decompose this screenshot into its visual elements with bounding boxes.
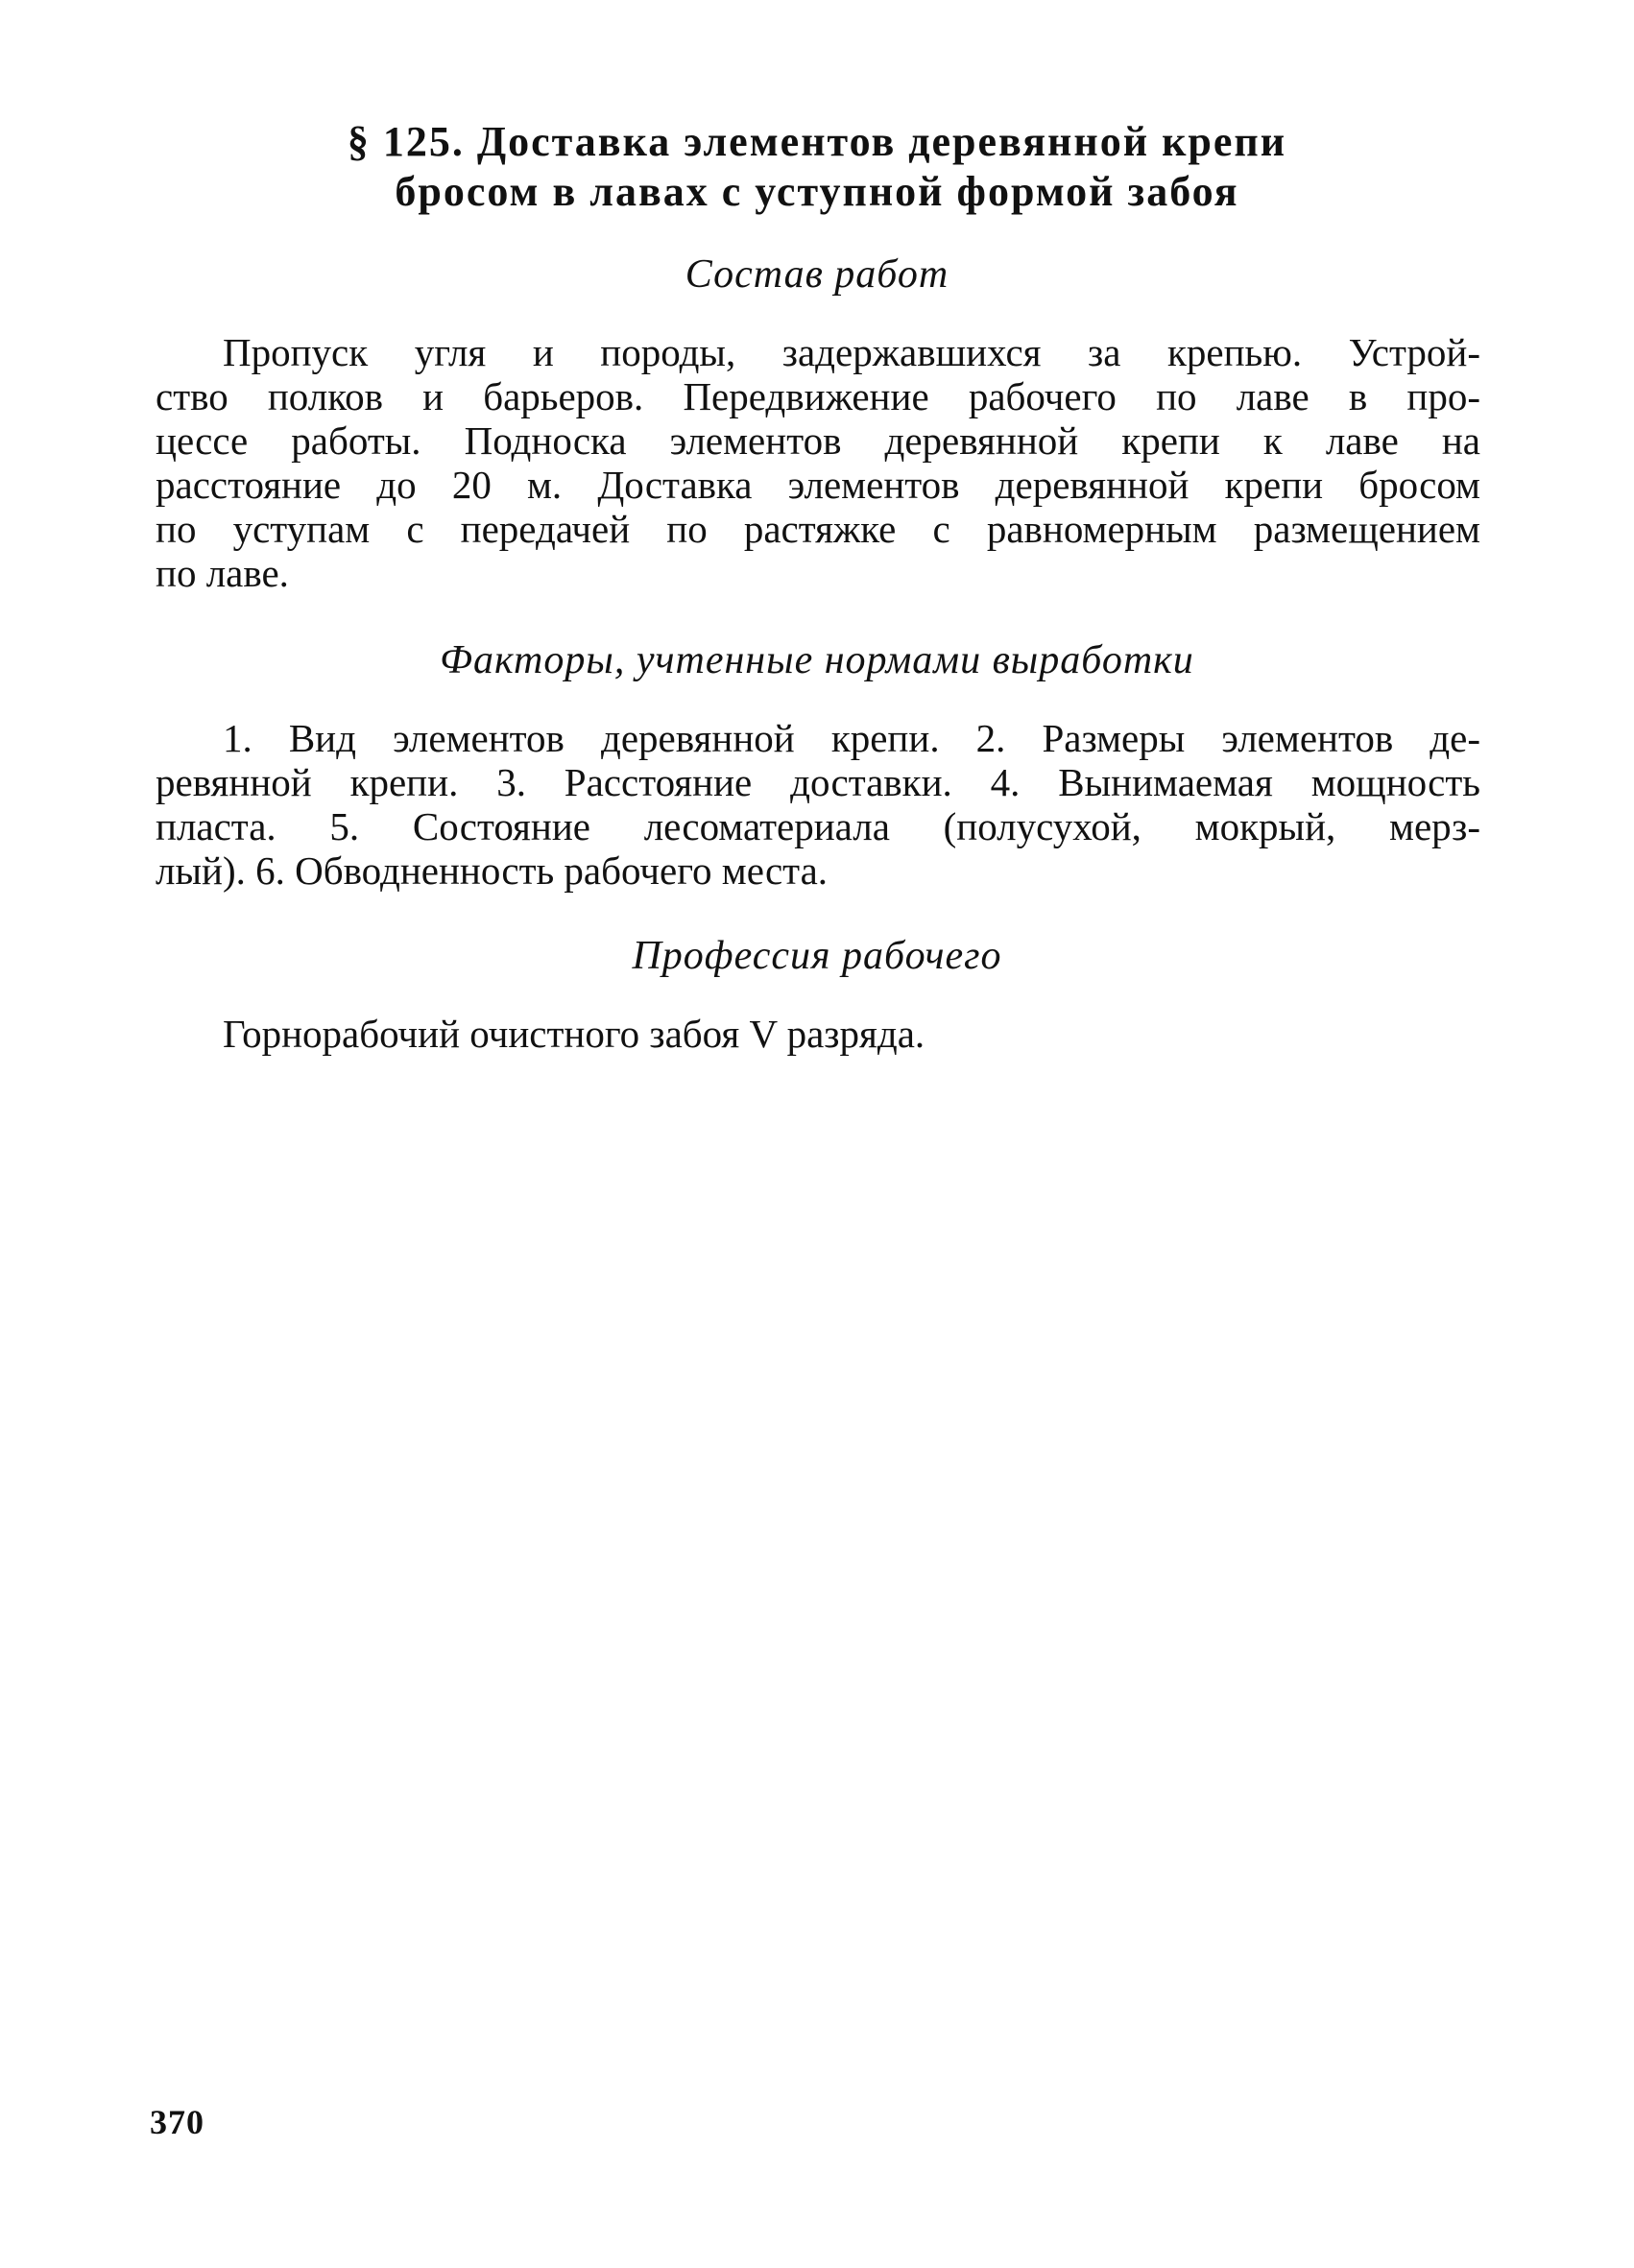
composition-line: по лаве. [156, 551, 289, 595]
profession-text: Горнорабочий очистного забоя V разряда. [223, 1012, 925, 1056]
composition-line: цессе работы. Подноска элементов деревянной крепи к лаве на [156, 418, 1480, 463]
factors-line: лый). 6. Обводненность рабочего места. [156, 848, 829, 893]
section-title-line-1: § 125. Доставка элементов деревянной крепи [347, 118, 1287, 165]
factors-line: пласта. 5. Состояние лесоматериала (полусухой, мокрый, мерз- [156, 804, 1480, 848]
composition-heading: Состав работ [685, 252, 949, 297]
section-title-line-2: бросом в лавах с уступной формой забоя [395, 168, 1239, 215]
factors-line: ревянной крепи. 3. Расстояние доставки. 4. Вынимаемая мощность [156, 760, 1480, 804]
factors-line: 1. Вид элементов деревянной крепи. 2. Размеры элементов де- [223, 716, 1480, 760]
page-number: 370 [150, 2103, 204, 2141]
composition-line: ство полков и барьеров. Передвижение рабочего по лаве в про- [156, 374, 1480, 418]
profession-heading: Профессия рабочего [632, 934, 1002, 978]
composition-line: расстояние до 20 м. Доставка элементов деревянной крепи бросом [156, 463, 1480, 507]
factors-heading: Факторы, учтенные нормами выработки [440, 638, 1194, 682]
composition-line: Пропуск угля и породы, задержавшихся за крепью. Устрой- [223, 330, 1480, 374]
composition-line: по уступам с передачей по растяжке с равномерным размещением [156, 507, 1480, 551]
